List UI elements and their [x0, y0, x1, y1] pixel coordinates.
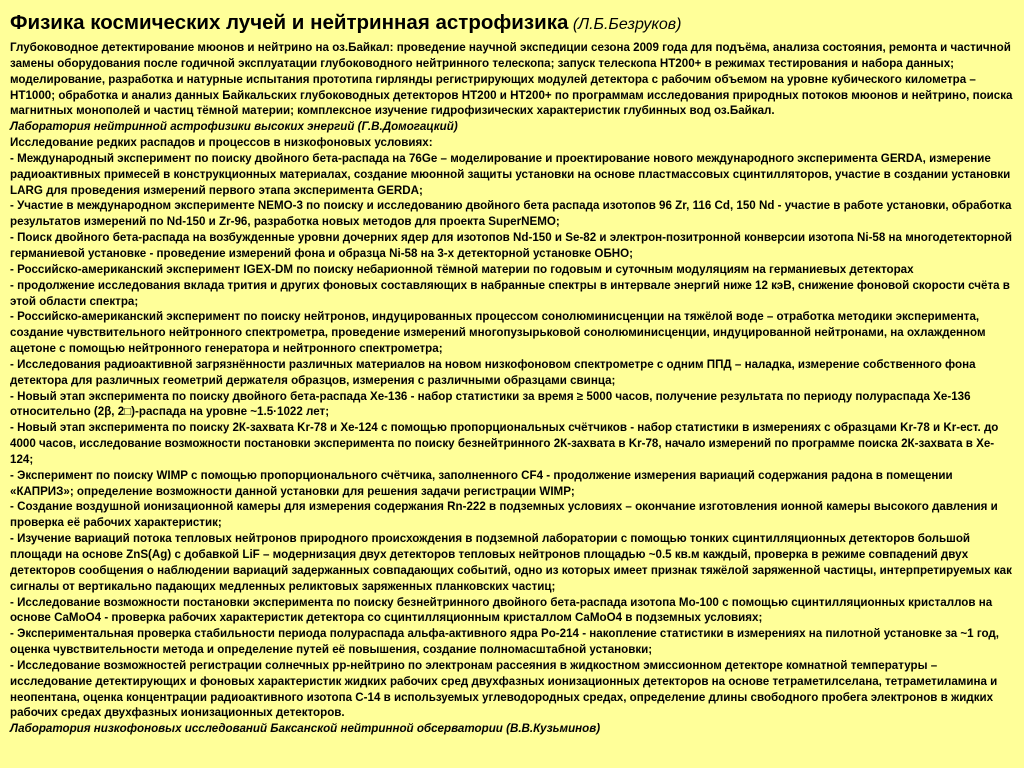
paragraph: - Новый этап эксперимента по поиску двойного бета-распада Xe-136 - набор статистики за время ≥ 5000 часов, получение результата по периоду полураспада Xe-136 относительно (2β, 2□)-распада на уровне ~1.5·1022 лет;: [10, 389, 971, 419]
paragraph: Исследование редких распадов и процессов в низкофоновых условиях:: [10, 136, 433, 150]
paragraph: Глубоководное детектирование мюонов и нейтрино на оз.Байкал: проведение научной экспедиции сезона 2009 года для подъёма, анализа состояния, ремонта и частичной замены оборудования после годичной эксплуатации глубоководного нейтринного телескопа; запуск телескопа НТ200+ в режимах тестирования и набора данных; моделирование, разработка и натурные испытания прототипа гирлянды регистрирующих модулей детектора с рабочим объемом на уровне кубического километра – НТ1000; обработка и анализ данных Байкальских глубоководных детекторов НТ200 и НТ200+ по программам исследования природных потоков мюонов и нейтрино, поиска магнитных монополей и частиц тёмной материи; комплексное изучение гидрофизических характеристик глубинных вод оз.Байкал.: [10, 41, 1013, 118]
paragraph: - Поиск двойного бета-распада на возбужденные уровни дочерних ядер для изотопов Nd-150 и Se-82 и электрон-позитронной конверсии изотопа Ni-58 на многодетекторной германиевой установке - проведение измерений фона и образца Ni-58 на 3-х детекторной установке ОБНО;: [10, 231, 1012, 260]
paragraph: - Экспериментальная проверка стабильности периода полураспада альфа-активного ядра Po-214 - накопление статистики в измерениях на пилотной установке за ~1 год, оценка чувствительности метода и определение путей её повышения, создание полномасштабной установки;: [10, 627, 1000, 657]
paragraph: - Эксперимент по поиску WIMP с помощью пропорционального счётчика, заполненного CF4 - продолжение измерения вариаций содержания радона в помещении «КАПРИЗ»; определение возможности данной установки для решения задачи регистрации WIMP;: [10, 468, 953, 498]
paragraph: - Российско-американский эксперимент по поиску нейтронов, индуцированных процессом сонолюминисценции на тяжёлой воде – отработка методики эксперимента, создание чувствительного нейтронного спектрометра, проведение измерений многопузырьковой сонолюминисценции, индуцированной нейтронами, на охлажденном ацетоне с помощью нейтронного генератора и нейтронного спектрометра;: [10, 310, 986, 356]
paragraph: - Участие в международном эксперименте NEMO-3 по поиску и исследованию двойного бета распада изотопов 96 Zr, 116 Cd, 150 Nd - участие в работе установки, обработка результатов измерений по Nd-150 и Zr-96, разработка новых методов для проекта SuperNEMO;: [10, 199, 1012, 229]
paragraph: - Исследования радиоактивной загрязнённости различных материалов на новом низкофоновом спектрометре с одним ППД – наладка, измерение собственного фона детектора для различных геометрий держателя образцов, измерения с различными образцами свинца;: [10, 357, 976, 387]
paragraph: - продолжение исследования вклада трития и других фоновых составляющих в набранные спектры в интервале энергий ниже 12 кэВ, снижение фоновой скорости счёта в этой области спектра;: [10, 278, 1010, 308]
paragraph: - Изучение вариаций потока тепловых нейтронов природного происхождения в подземной лаборатории с помощью тонких сцинтилляционных детекторов большой площади на основе ZnS(Ag) с добавкой LiF – модернизация двух детекторов тепловых нейтронов площадью ~0.5 кв.м каждый, проверка в режиме совпадений двух детекторов сообщения о наблюдении вариаций задержанных совпадающих событий, одно из которых имеет признак тяжёлой заряженной частицы, интерпретируемых как сигналы от вертикально падающих медленных реликтовых заряженных планковских частиц;: [10, 532, 1012, 593]
paragraph: - Новый этап эксперимента по поиску 2К-захвата Kr-78 и Xe-124 с помощью пропорциональных счётчиков - набор статистики в измерениях с образцами Kr-78 и Kr-ест. до 4000 часов, исследование возможности постановки эксперимента по поиску безнейтринного 2К-захвата в Kr-78, начало измерений по программе поиска 2К-захвата в Xe-124;: [10, 421, 999, 466]
paragraph: - Международный эксперимент по поиску двойного бета-распада на 76Ge – моделирование и проектирование нового международного эксперимента GERDA, измерение радиоактивных примесей в конструкционных материалах, создание мюонной защиты установки на основе пластмассовых сцинтилляторов, участие в создании установки LARG для проведения измерений первого этапа эксперимента GERDA;: [10, 151, 1011, 197]
paragraph: - Российско-американский эксперимент IGEX-DM по поиску небарионной тёмной материи по годовым и суточным модуляциям на германиевых детекторах: [10, 262, 914, 276]
paragraph: - Исследование возможности постановки эксперимента по поиску безнейтринного двойного бета-распада изотопа Mo-100 с помощью сцинтилляционных кристаллов на основе CaMoO4 - проверка рабочих характеристик детектора со сцинтилляционным кристаллом CaMoO4 в подземных условиях;: [10, 595, 993, 625]
paragraph: - Исследование возможностей регистрации солнечных pp-нейтрино по электронам рассеяния в жидкостном эмиссионном детекторе комнатной температуры – исследование детектирующих и фоновых характеристик жидких рабочих сред двухфазных ионизационных детекторов на основе тетраметилселана, тетраметиламина и неопентана, оценка концентрации радиоактивного изотопа С-14 в используемых углеводородных средах, определение длины свободного пробега электронов в жидких рабочих средах двухфазных ионизационных детекторов.: [10, 658, 998, 720]
title-author: (Л.Б.Безруков): [572, 16, 682, 33]
paragraph: - Создание воздушной ионизационной камеры для измерения содержания Rn-222 в подземных условиях – окончание изготовления ионной камеры высокого давления и проверка её рабочих характеристик;: [10, 500, 998, 530]
slide-body: [10, 40, 1014, 737]
lab-heading: Лаборатория низкофоновых исследований Баксанской нейтринной обсерватории (В.В.Кузьминов): [10, 722, 601, 736]
title-main: Физика космических лучей и нейтринная астрофизика: [10, 11, 569, 34]
slide-title: [10, 12, 1014, 36]
lab-heading: Лаборатория нейтринной астрофизики высоких энергий (Г.В.Домогацкий): [10, 120, 458, 134]
